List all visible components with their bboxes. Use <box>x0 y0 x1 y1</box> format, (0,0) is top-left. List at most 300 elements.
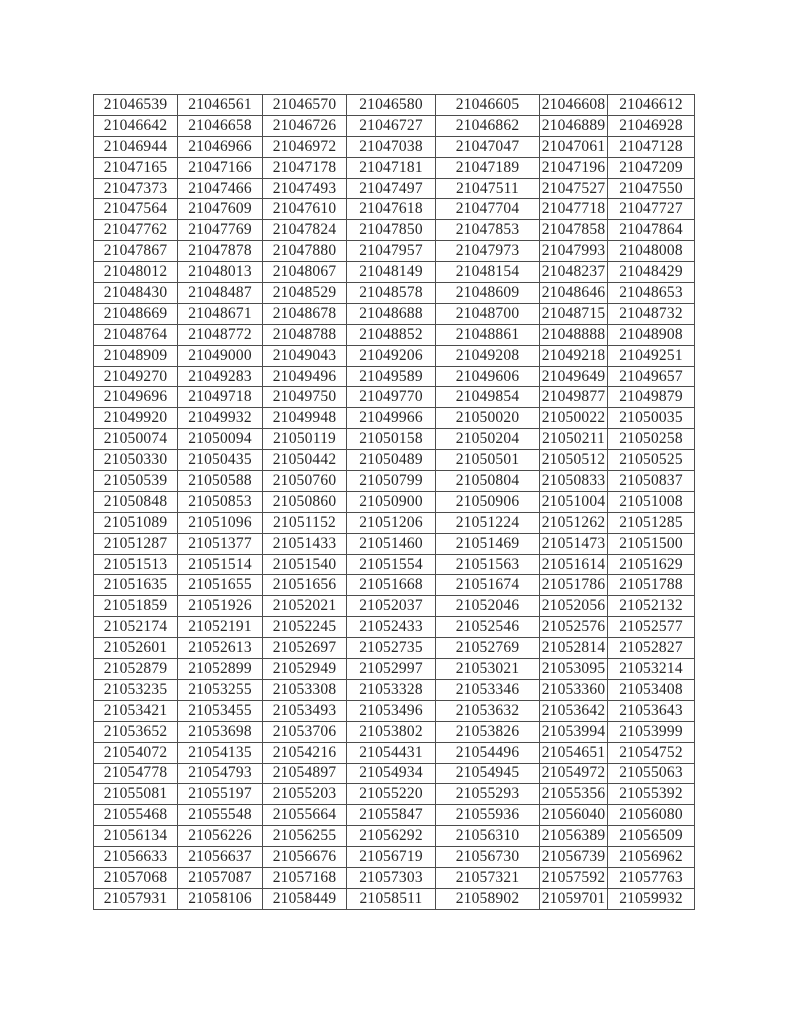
table-cell: 21046928 <box>608 115 695 136</box>
table-cell: 21057592 <box>540 867 608 888</box>
table-cell: 21051554 <box>347 554 436 575</box>
table-row <box>94 471 695 492</box>
table-row <box>94 554 695 575</box>
table-row <box>94 679 695 700</box>
table-cell: 21056389 <box>540 826 608 847</box>
table-cell: 21048430 <box>94 283 178 304</box>
table-cell: 21055468 <box>94 805 178 826</box>
table-cell: 21051377 <box>178 533 263 554</box>
table-cell: 21046862 <box>436 115 540 136</box>
table-cell: 21050539 <box>94 471 178 492</box>
table-cell: 21052735 <box>347 638 436 659</box>
table-cell: 21047878 <box>178 241 263 262</box>
table-cell: 21053021 <box>436 659 540 680</box>
table-cell: 21051089 <box>94 512 178 533</box>
table-cell: 21051460 <box>347 533 436 554</box>
table-cell: 21051473 <box>540 533 608 554</box>
table-cell: 21050906 <box>436 491 540 512</box>
table-cell: 21053642 <box>540 700 608 721</box>
table-cell: 21056509 <box>608 826 695 847</box>
table-cell: 21055081 <box>94 784 178 805</box>
table-cell: 21051655 <box>178 575 263 596</box>
table-cell: 21051224 <box>436 512 540 533</box>
table-cell: 21055548 <box>178 805 263 826</box>
table-cell: 21053632 <box>436 700 540 721</box>
table-row <box>94 742 695 763</box>
table-cell: 21051656 <box>263 575 347 596</box>
table-cell: 21049606 <box>436 366 540 387</box>
table-row <box>94 847 695 868</box>
table-row <box>94 303 695 324</box>
table-cell: 21047704 <box>436 199 540 220</box>
table-cell: 21050837 <box>608 471 695 492</box>
table-row <box>94 283 695 304</box>
table-cell: 21056134 <box>94 826 178 847</box>
roll-number-table-body <box>94 95 695 910</box>
table-cell: 21053652 <box>94 721 178 742</box>
table-cell: 21048487 <box>178 283 263 304</box>
table-cell: 21049589 <box>347 366 436 387</box>
table-row <box>94 262 695 283</box>
table-cell: 21047858 <box>540 220 608 241</box>
table-row <box>94 826 695 847</box>
table-row <box>94 596 695 617</box>
table-cell: 21055197 <box>178 784 263 805</box>
table-cell: 21055936 <box>436 805 540 826</box>
table-cell: 21047993 <box>540 241 608 262</box>
table-cell: 21050833 <box>540 471 608 492</box>
table-cell: 21047038 <box>347 136 436 157</box>
table-cell: 21056637 <box>178 847 263 868</box>
table-cell: 21049000 <box>178 345 263 366</box>
table-cell: 21046658 <box>178 115 263 136</box>
table-cell: 21056310 <box>436 826 540 847</box>
table-cell: 21053455 <box>178 700 263 721</box>
table-cell: 21051152 <box>263 512 347 533</box>
table-cell: 21048149 <box>347 262 436 283</box>
table-cell: 21050258 <box>608 429 695 450</box>
table-cell: 21046612 <box>608 95 695 116</box>
table-cell: 21054972 <box>540 763 608 784</box>
table-cell: 21050489 <box>347 450 436 471</box>
table-row <box>94 178 695 199</box>
table-cell: 21049657 <box>608 366 695 387</box>
table-cell: 21050588 <box>178 471 263 492</box>
table-cell: 21050094 <box>178 429 263 450</box>
table-cell: 21054897 <box>263 763 347 784</box>
table-cell: 21048772 <box>178 324 263 345</box>
table-cell: 21046727 <box>347 115 436 136</box>
table-cell: 21047610 <box>263 199 347 220</box>
table-cell: 21051674 <box>436 575 540 596</box>
table-row <box>94 638 695 659</box>
table-cell: 21051500 <box>608 533 695 554</box>
table-cell: 21048852 <box>347 324 436 345</box>
table-cell: 21046944 <box>94 136 178 157</box>
table-cell: 21047497 <box>347 178 436 199</box>
table-cell: 21053999 <box>608 721 695 742</box>
table-cell: 21049750 <box>263 387 347 408</box>
table-cell: 21052997 <box>347 659 436 680</box>
table-cell: 21047493 <box>263 178 347 199</box>
table-cell: 21055293 <box>436 784 540 805</box>
table-cell: 21053408 <box>608 679 695 700</box>
table-cell: 21059701 <box>540 888 608 909</box>
table-row <box>94 659 695 680</box>
table-cell: 21053308 <box>263 679 347 700</box>
table-cell: 21058902 <box>436 888 540 909</box>
table-cell: 21054945 <box>436 763 540 784</box>
table-cell: 21051614 <box>540 554 608 575</box>
table-cell: 21047864 <box>608 220 695 241</box>
table-cell: 21052056 <box>540 596 608 617</box>
table-row <box>94 867 695 888</box>
table-cell: 21047128 <box>608 136 695 157</box>
table-cell: 21046642 <box>94 115 178 136</box>
table-cell: 21049854 <box>436 387 540 408</box>
table-row <box>94 408 695 429</box>
table-row <box>94 512 695 533</box>
table-cell: 21052601 <box>94 638 178 659</box>
table-cell: 21051788 <box>608 575 695 596</box>
table-cell: 21055203 <box>263 784 347 805</box>
table-row <box>94 241 695 262</box>
table-cell: 21053235 <box>94 679 178 700</box>
table-cell: 21056292 <box>347 826 436 847</box>
table-cell: 21053826 <box>436 721 540 742</box>
table-row <box>94 575 695 596</box>
table-cell: 21049218 <box>540 345 608 366</box>
table-cell: 21050330 <box>94 450 178 471</box>
table-cell: 21053994 <box>540 721 608 742</box>
table-cell: 21052037 <box>347 596 436 617</box>
table-cell: 21047527 <box>540 178 608 199</box>
table-cell: 21055392 <box>608 784 695 805</box>
table-cell: 21047853 <box>436 220 540 241</box>
table-cell: 21052576 <box>540 617 608 638</box>
table-cell: 21048012 <box>94 262 178 283</box>
table-cell: 21051004 <box>540 491 608 512</box>
table-cell: 21057303 <box>347 867 436 888</box>
table-cell: 21053214 <box>608 659 695 680</box>
table-cell: 21050074 <box>94 429 178 450</box>
table-cell: 21051513 <box>94 554 178 575</box>
table-cell: 21051786 <box>540 575 608 596</box>
table-cell: 21051514 <box>178 554 263 575</box>
table-cell: 21049948 <box>263 408 347 429</box>
table-cell: 21046605 <box>436 95 540 116</box>
table-cell: 21052949 <box>263 659 347 680</box>
table-cell: 21053095 <box>540 659 608 680</box>
table-cell: 21051635 <box>94 575 178 596</box>
table-cell: 21051433 <box>263 533 347 554</box>
table-cell: 21046561 <box>178 95 263 116</box>
table-cell: 21050501 <box>436 450 540 471</box>
table-cell: 21053255 <box>178 679 263 700</box>
table-cell: 21047511 <box>436 178 540 199</box>
table-cell: 21047373 <box>94 178 178 199</box>
table-row <box>94 805 695 826</box>
table-cell: 21051469 <box>436 533 540 554</box>
table-cell: 21048008 <box>608 241 695 262</box>
table-cell: 21047867 <box>94 241 178 262</box>
table-cell: 21056255 <box>263 826 347 847</box>
table-row <box>94 721 695 742</box>
table-cell: 21050900 <box>347 491 436 512</box>
table-cell: 21056226 <box>178 826 263 847</box>
table-cell: 21047189 <box>436 157 540 178</box>
table-cell: 21048861 <box>436 324 540 345</box>
table-cell: 21050804 <box>436 471 540 492</box>
table-cell: 21053328 <box>347 679 436 700</box>
table-cell: 21048678 <box>263 303 347 324</box>
table-cell: 21049043 <box>263 345 347 366</box>
table-cell: 21057321 <box>436 867 540 888</box>
table-cell: 21057168 <box>263 867 347 888</box>
table-cell: 21047178 <box>263 157 347 178</box>
table-cell: 21049966 <box>347 408 436 429</box>
table-cell: 21059932 <box>608 888 695 909</box>
table-cell: 21053698 <box>178 721 263 742</box>
table-row <box>94 450 695 471</box>
table-cell: 21049696 <box>94 387 178 408</box>
table-cell: 21047550 <box>608 178 695 199</box>
table-cell: 21052021 <box>263 596 347 617</box>
table-cell: 21046608 <box>540 95 608 116</box>
table-cell: 21048788 <box>263 324 347 345</box>
table-cell: 21056040 <box>540 805 608 826</box>
table-cell: 21046726 <box>263 115 347 136</box>
table-cell: 21052191 <box>178 617 263 638</box>
table-cell: 21047718 <box>540 199 608 220</box>
table-cell: 21055847 <box>347 805 436 826</box>
table-cell: 21050860 <box>263 491 347 512</box>
table-cell: 21054135 <box>178 742 263 763</box>
table-cell: 21048671 <box>178 303 263 324</box>
table-row <box>94 345 695 366</box>
table-cell: 21052697 <box>263 638 347 659</box>
table-cell: 21058511 <box>347 888 436 909</box>
table-row <box>94 784 695 805</box>
table-cell: 21056730 <box>436 847 540 868</box>
table-cell: 21054778 <box>94 763 178 784</box>
table-cell: 21052132 <box>608 596 695 617</box>
table-cell: 21048529 <box>263 283 347 304</box>
table-cell: 21048732 <box>608 303 695 324</box>
table-row <box>94 136 695 157</box>
table-cell: 21050435 <box>178 450 263 471</box>
table-cell: 21052433 <box>347 617 436 638</box>
table-cell: 21049920 <box>94 408 178 429</box>
table-cell: 21055063 <box>608 763 695 784</box>
table-cell: 21049932 <box>178 408 263 429</box>
table-cell: 21052769 <box>436 638 540 659</box>
table-cell: 21049206 <box>347 345 436 366</box>
table-cell: 21054216 <box>263 742 347 763</box>
table-cell: 21053360 <box>540 679 608 700</box>
table-cell: 21053802 <box>347 721 436 742</box>
table-cell: 21051926 <box>178 596 263 617</box>
table-cell: 21050442 <box>263 450 347 471</box>
table-cell: 21053643 <box>608 700 695 721</box>
table-cell: 21054793 <box>178 763 263 784</box>
table-row <box>94 763 695 784</box>
table-cell: 21047957 <box>347 241 436 262</box>
table-cell: 21056719 <box>347 847 436 868</box>
table-cell: 21047564 <box>94 199 178 220</box>
table-cell: 21049496 <box>263 366 347 387</box>
table-cell: 21050022 <box>540 408 608 429</box>
table-cell: 21054752 <box>608 742 695 763</box>
roll-number-table <box>93 94 695 910</box>
table-cell: 21052899 <box>178 659 263 680</box>
table-cell: 21048429 <box>608 262 695 283</box>
table-cell: 21051096 <box>178 512 263 533</box>
table-row <box>94 429 695 450</box>
table-cell: 21047047 <box>436 136 540 157</box>
table-cell: 21052046 <box>436 596 540 617</box>
table-cell: 21058449 <box>263 888 347 909</box>
table-cell: 21047209 <box>608 157 695 178</box>
table-cell: 21053493 <box>263 700 347 721</box>
table-cell: 21047181 <box>347 157 436 178</box>
table-row <box>94 617 695 638</box>
table-cell: 21048646 <box>540 283 608 304</box>
table-cell: 21048715 <box>540 303 608 324</box>
table-cell: 21056633 <box>94 847 178 868</box>
table-cell: 21051629 <box>608 554 695 575</box>
table-cell: 21050211 <box>540 429 608 450</box>
table-cell: 21051287 <box>94 533 178 554</box>
table-cell: 21051540 <box>263 554 347 575</box>
table-cell: 21047618 <box>347 199 436 220</box>
table-cell: 21051859 <box>94 596 178 617</box>
table-cell: 21050035 <box>608 408 695 429</box>
table-cell: 21046539 <box>94 95 178 116</box>
table-row <box>94 157 695 178</box>
table-cell: 21056080 <box>608 805 695 826</box>
table-cell: 21048909 <box>94 345 178 366</box>
table-cell: 21055664 <box>263 805 347 826</box>
table-cell: 21054072 <box>94 742 178 763</box>
table-row <box>94 324 695 345</box>
table-cell: 21053496 <box>347 700 436 721</box>
table-cell: 21048609 <box>436 283 540 304</box>
table-cell: 21048688 <box>347 303 436 324</box>
table-cell: 21051285 <box>608 512 695 533</box>
table-cell: 21052814 <box>540 638 608 659</box>
table-row <box>94 95 695 116</box>
table-cell: 21047727 <box>608 199 695 220</box>
table-cell: 21049208 <box>436 345 540 366</box>
table-cell: 21046889 <box>540 115 608 136</box>
table-cell: 21051206 <box>347 512 436 533</box>
table-cell: 21054651 <box>540 742 608 763</box>
table-cell: 21051262 <box>540 512 608 533</box>
table-cell: 21046570 <box>263 95 347 116</box>
table-cell: 21048237 <box>540 262 608 283</box>
table-cell: 21046966 <box>178 136 263 157</box>
table-cell: 21052245 <box>263 617 347 638</box>
table-cell: 21050853 <box>178 491 263 512</box>
table-cell: 21050020 <box>436 408 540 429</box>
table-cell: 21046580 <box>347 95 436 116</box>
table-cell: 21049270 <box>94 366 178 387</box>
table-cell: 21057931 <box>94 888 178 909</box>
table-cell: 21047973 <box>436 241 540 262</box>
table-cell: 21047824 <box>263 220 347 241</box>
table-cell: 21048764 <box>94 324 178 345</box>
table-row <box>94 115 695 136</box>
table-cell: 21053706 <box>263 721 347 742</box>
table-cell: 21053421 <box>94 700 178 721</box>
table-cell: 21052174 <box>94 617 178 638</box>
table-cell: 21051008 <box>608 491 695 512</box>
table-cell: 21046972 <box>263 136 347 157</box>
table-cell: 21050512 <box>540 450 608 471</box>
table-cell: 21048154 <box>436 262 540 283</box>
table-cell: 21050158 <box>347 429 436 450</box>
table-row <box>94 199 695 220</box>
table-cell: 21055220 <box>347 784 436 805</box>
table-cell: 21049770 <box>347 387 436 408</box>
table-cell: 21047165 <box>94 157 178 178</box>
table-cell: 21049879 <box>608 387 695 408</box>
table-cell: 21052577 <box>608 617 695 638</box>
table-cell: 21057068 <box>94 867 178 888</box>
table-cell: 21051668 <box>347 575 436 596</box>
table-row <box>94 387 695 408</box>
table-cell: 21050525 <box>608 450 695 471</box>
table-cell: 21052613 <box>178 638 263 659</box>
table-cell: 21047609 <box>178 199 263 220</box>
table-cell: 21053346 <box>436 679 540 700</box>
table-row <box>94 491 695 512</box>
table-cell: 21048653 <box>608 283 695 304</box>
table-row <box>94 220 695 241</box>
table-cell: 21049649 <box>540 366 608 387</box>
table-cell: 21047196 <box>540 157 608 178</box>
table-cell: 21055356 <box>540 784 608 805</box>
table-cell: 21050848 <box>94 491 178 512</box>
table-cell: 21050799 <box>347 471 436 492</box>
table-cell: 21054431 <box>347 742 436 763</box>
table-row <box>94 366 695 387</box>
table-cell: 21047466 <box>178 178 263 199</box>
table-cell: 21048908 <box>608 324 695 345</box>
table-cell: 21050119 <box>263 429 347 450</box>
table-cell: 21048669 <box>94 303 178 324</box>
table-cell: 21050760 <box>263 471 347 492</box>
table-cell: 21056962 <box>608 847 695 868</box>
table-cell: 21058106 <box>178 888 263 909</box>
table-cell: 21054934 <box>347 763 436 784</box>
table-cell: 21048067 <box>263 262 347 283</box>
table-cell: 21048013 <box>178 262 263 283</box>
table-cell: 21047850 <box>347 220 436 241</box>
table-cell: 21051563 <box>436 554 540 575</box>
table-cell: 21048700 <box>436 303 540 324</box>
table-cell: 21057087 <box>178 867 263 888</box>
table-cell: 21047769 <box>178 220 263 241</box>
table-cell: 21047061 <box>540 136 608 157</box>
table-row <box>94 533 695 554</box>
table-cell: 21049283 <box>178 366 263 387</box>
table-cell: 21056676 <box>263 847 347 868</box>
table-cell: 21048888 <box>540 324 608 345</box>
table-cell: 21048578 <box>347 283 436 304</box>
table-cell: 21052879 <box>94 659 178 680</box>
